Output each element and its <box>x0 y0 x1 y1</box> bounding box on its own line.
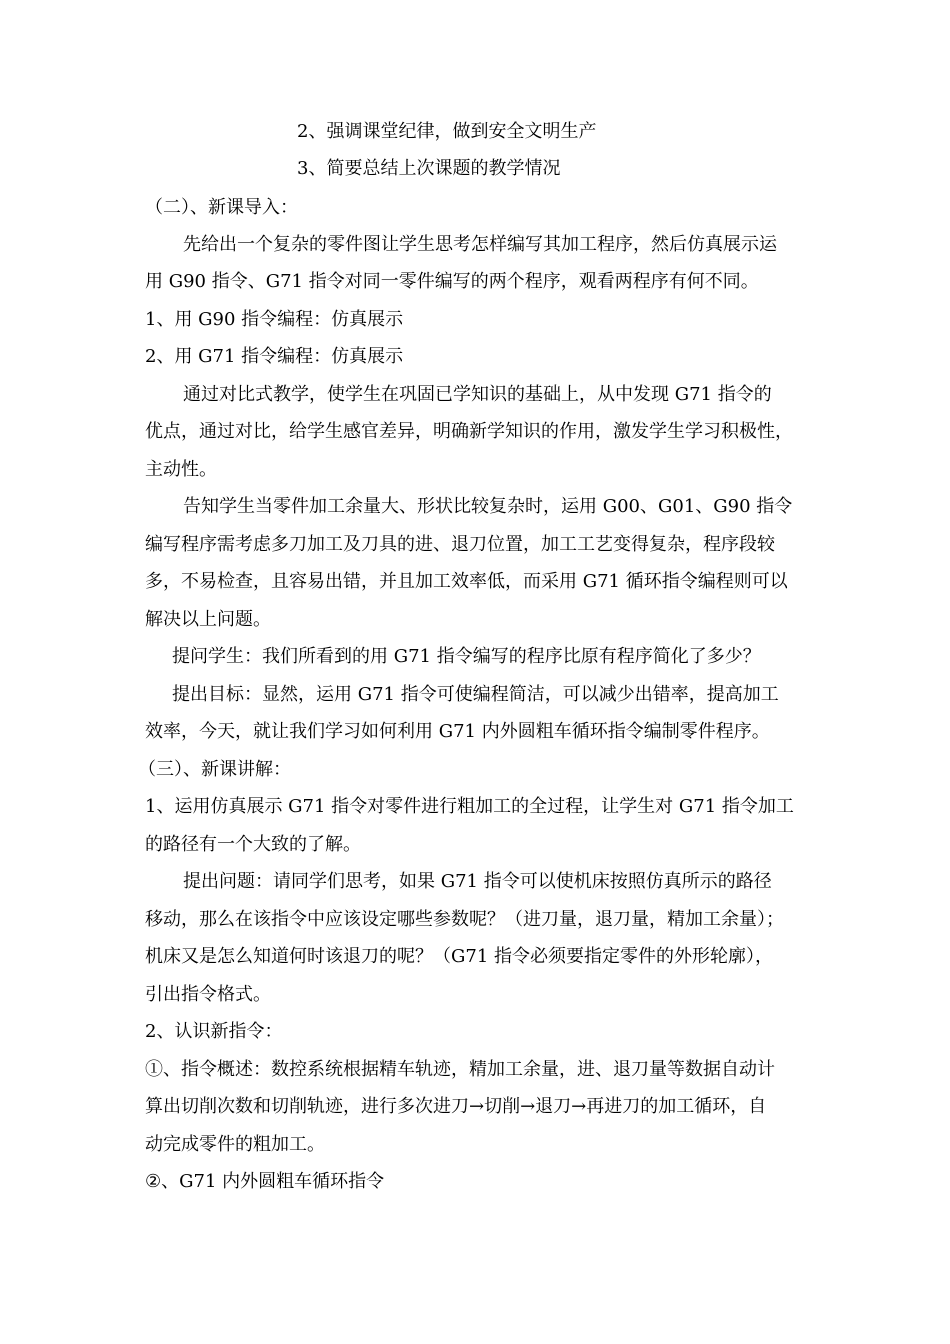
text-line: 算出切削次数和切削轨迹，进行多次进刀→切削→退刀→再进刀的加工循环，自 <box>145 1096 767 1117</box>
text-line: 2、强调课堂纪律，做到安全文明生产 <box>297 121 597 142</box>
text-line: 机床又是怎么知道何时该退刀的呢？（G71 指令必须要指定零件的外形轮廓）， <box>145 946 774 967</box>
text-line: ①、指令概述：数控系统根据精车轨迹，精加工余量，进、退刀量等数据自动计 <box>145 1059 775 1080</box>
text-line: 移动，那么在该指令中应该设定哪些参数呢？（进刀量，退刀量，精加工余量）； <box>145 909 784 930</box>
text-line: 优点，通过对比，给学生感官差异，明确新学知识的作用，激发学生学习积极性， <box>145 421 793 442</box>
text-line: 主动性。 <box>145 459 217 480</box>
text-line: 1、运用仿真展示 G71 指令对零件进行粗加工的全过程，让学生对 G71 指令加工 <box>145 796 794 817</box>
text-line: 引出指令格式。 <box>145 984 271 1005</box>
text-line: ②、G71 内外圆粗车循环指令 <box>145 1171 385 1192</box>
section-heading: （三）、新课讲解： <box>138 759 291 780</box>
text-line: 编写程序需考虑多刀加工及刀具的进、退刀位置，加工工艺变得复杂，程序段较 <box>145 534 775 555</box>
text-line: 效率，今天，就让我们学习如何利用 G71 内外圆粗车循环指令编制零件程序。 <box>145 721 770 742</box>
text-line: 2、认识新指令： <box>145 1021 283 1042</box>
text-line: 动完成零件的粗加工。 <box>145 1134 325 1155</box>
text-line: 通过对比式教学，使学生在巩固已学知识的基础上，从中发现 G71 指令的 <box>183 384 772 405</box>
text-line: 多，不易检查，且容易出错，并且加工效率低，而采用 G71 循环指令编程则可以 <box>145 571 788 592</box>
text-line: 先给出一个复杂的零件图让学生思考怎样编写其加工程序，然后仿真展示运 <box>183 234 777 255</box>
text-line: 提问学生：我们所看到的用 G71 指令编写的程序比原有程序简化了多少？ <box>172 646 761 667</box>
text-line: 3、简要总结上次课题的教学情况 <box>297 158 561 179</box>
text-line: 用 G90 指令、G71 指令对同一零件编写的两个程序，观看两程序有何不同。 <box>145 271 759 292</box>
section-heading: （二）、新课导入： <box>145 197 298 218</box>
text-line: 1、用 G90 指令编程：仿真展示 <box>145 309 404 330</box>
text-line: 解决以上问题。 <box>145 609 271 630</box>
text-line: 2、用 G71 指令编程：仿真展示 <box>145 346 404 367</box>
text-line: 的路径有一个大致的了解。 <box>145 834 361 855</box>
text-line: 提出目标：显然，运用 G71 指令可使编程简洁，可以减少出错率，提高加工 <box>172 684 779 705</box>
text-line: 告知学生当零件加工余量大、形状比较复杂时，运用 G00、G01、G90 指令 <box>183 496 793 517</box>
text-line: 提出问题：请同学们思考，如果 G71 指令可以使机床按照仿真所示的路径 <box>183 871 772 892</box>
